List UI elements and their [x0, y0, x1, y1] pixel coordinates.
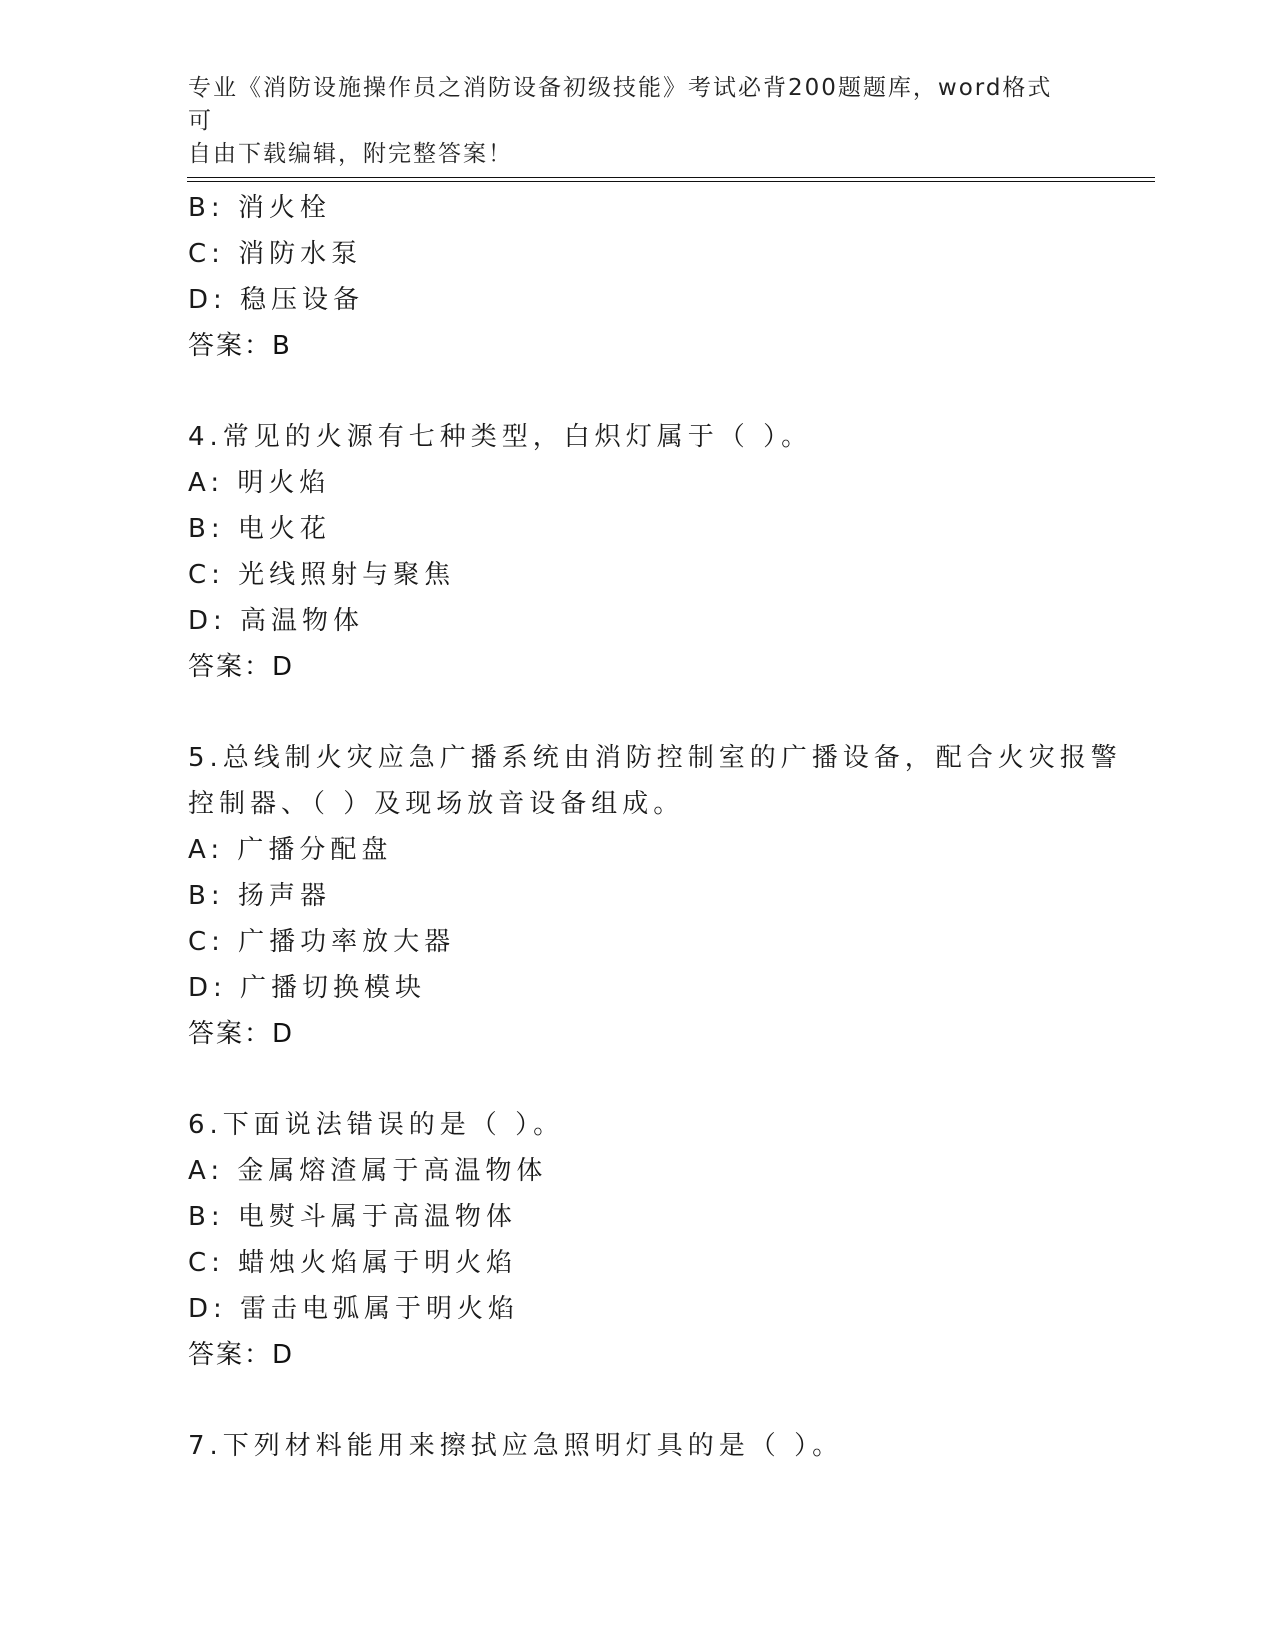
- option-a: A: 广播分配盘: [188, 835, 393, 865]
- question-4: [188, 414, 1088, 690]
- question-6: [188, 1102, 1088, 1378]
- answer-line: 答案：B: [188, 331, 292, 361]
- question-stem: 6.下面说法错误的是（ ）。: [188, 1110, 565, 1140]
- answer-line: 答案：D: [188, 1019, 295, 1049]
- answer-line: 答案：D: [188, 652, 295, 682]
- header-line-1: 专业《消防设施操作员之消防设备初级技能》考试必背200题题库，word格式可: [188, 75, 1053, 134]
- question-stem: 5.总线制火灾应急广播系统由消防控制室的广播设备，配合火灾报警: [188, 743, 1122, 773]
- option-b: B: 消火栓: [188, 193, 331, 223]
- answer-line: 答案：D: [188, 1340, 295, 1370]
- option-a: A: 明火焰: [188, 468, 331, 498]
- option-d: D: 雷击电弧属于明火焰: [188, 1294, 520, 1324]
- option-b: B: 电火花: [188, 514, 331, 544]
- option-b: B: 电熨斗属于高温物体: [188, 1202, 517, 1232]
- option-c: C: 广播功率放大器: [188, 927, 456, 957]
- option-d: D: 高温物体: [188, 606, 365, 636]
- option-c: C: 光线照射与聚焦: [188, 560, 456, 590]
- question-list: [188, 185, 1122, 1469]
- question-7: [188, 1423, 1088, 1469]
- header-divider: [187, 177, 1155, 182]
- question-stem: 4.常见的火源有七种类型，白炽灯属于（ ）。: [188, 422, 813, 452]
- question-stem: 7.下列材料能用来擦拭应急照明灯具的是（ ）。: [188, 1431, 844, 1461]
- header-line-2: 自由下载编辑，附完整答案！: [188, 141, 513, 167]
- option-a: A: 金属熔渣属于高温物体: [188, 1156, 548, 1186]
- option-c: C: 消防水泵: [188, 239, 363, 269]
- option-d: D: 稳压设备: [188, 285, 365, 315]
- question-5: [188, 735, 1122, 1057]
- page-header: [188, 72, 1068, 171]
- option-b: B: 扬声器: [188, 881, 331, 911]
- option-d: D: 广播切换模块: [188, 973, 427, 1003]
- question-3: [188, 185, 1088, 369]
- question-stem-continued: 控制器、（ ）及现场放音设备组成。: [188, 789, 685, 819]
- option-c: C: 蜡烛火焰属于明火焰: [188, 1248, 518, 1278]
